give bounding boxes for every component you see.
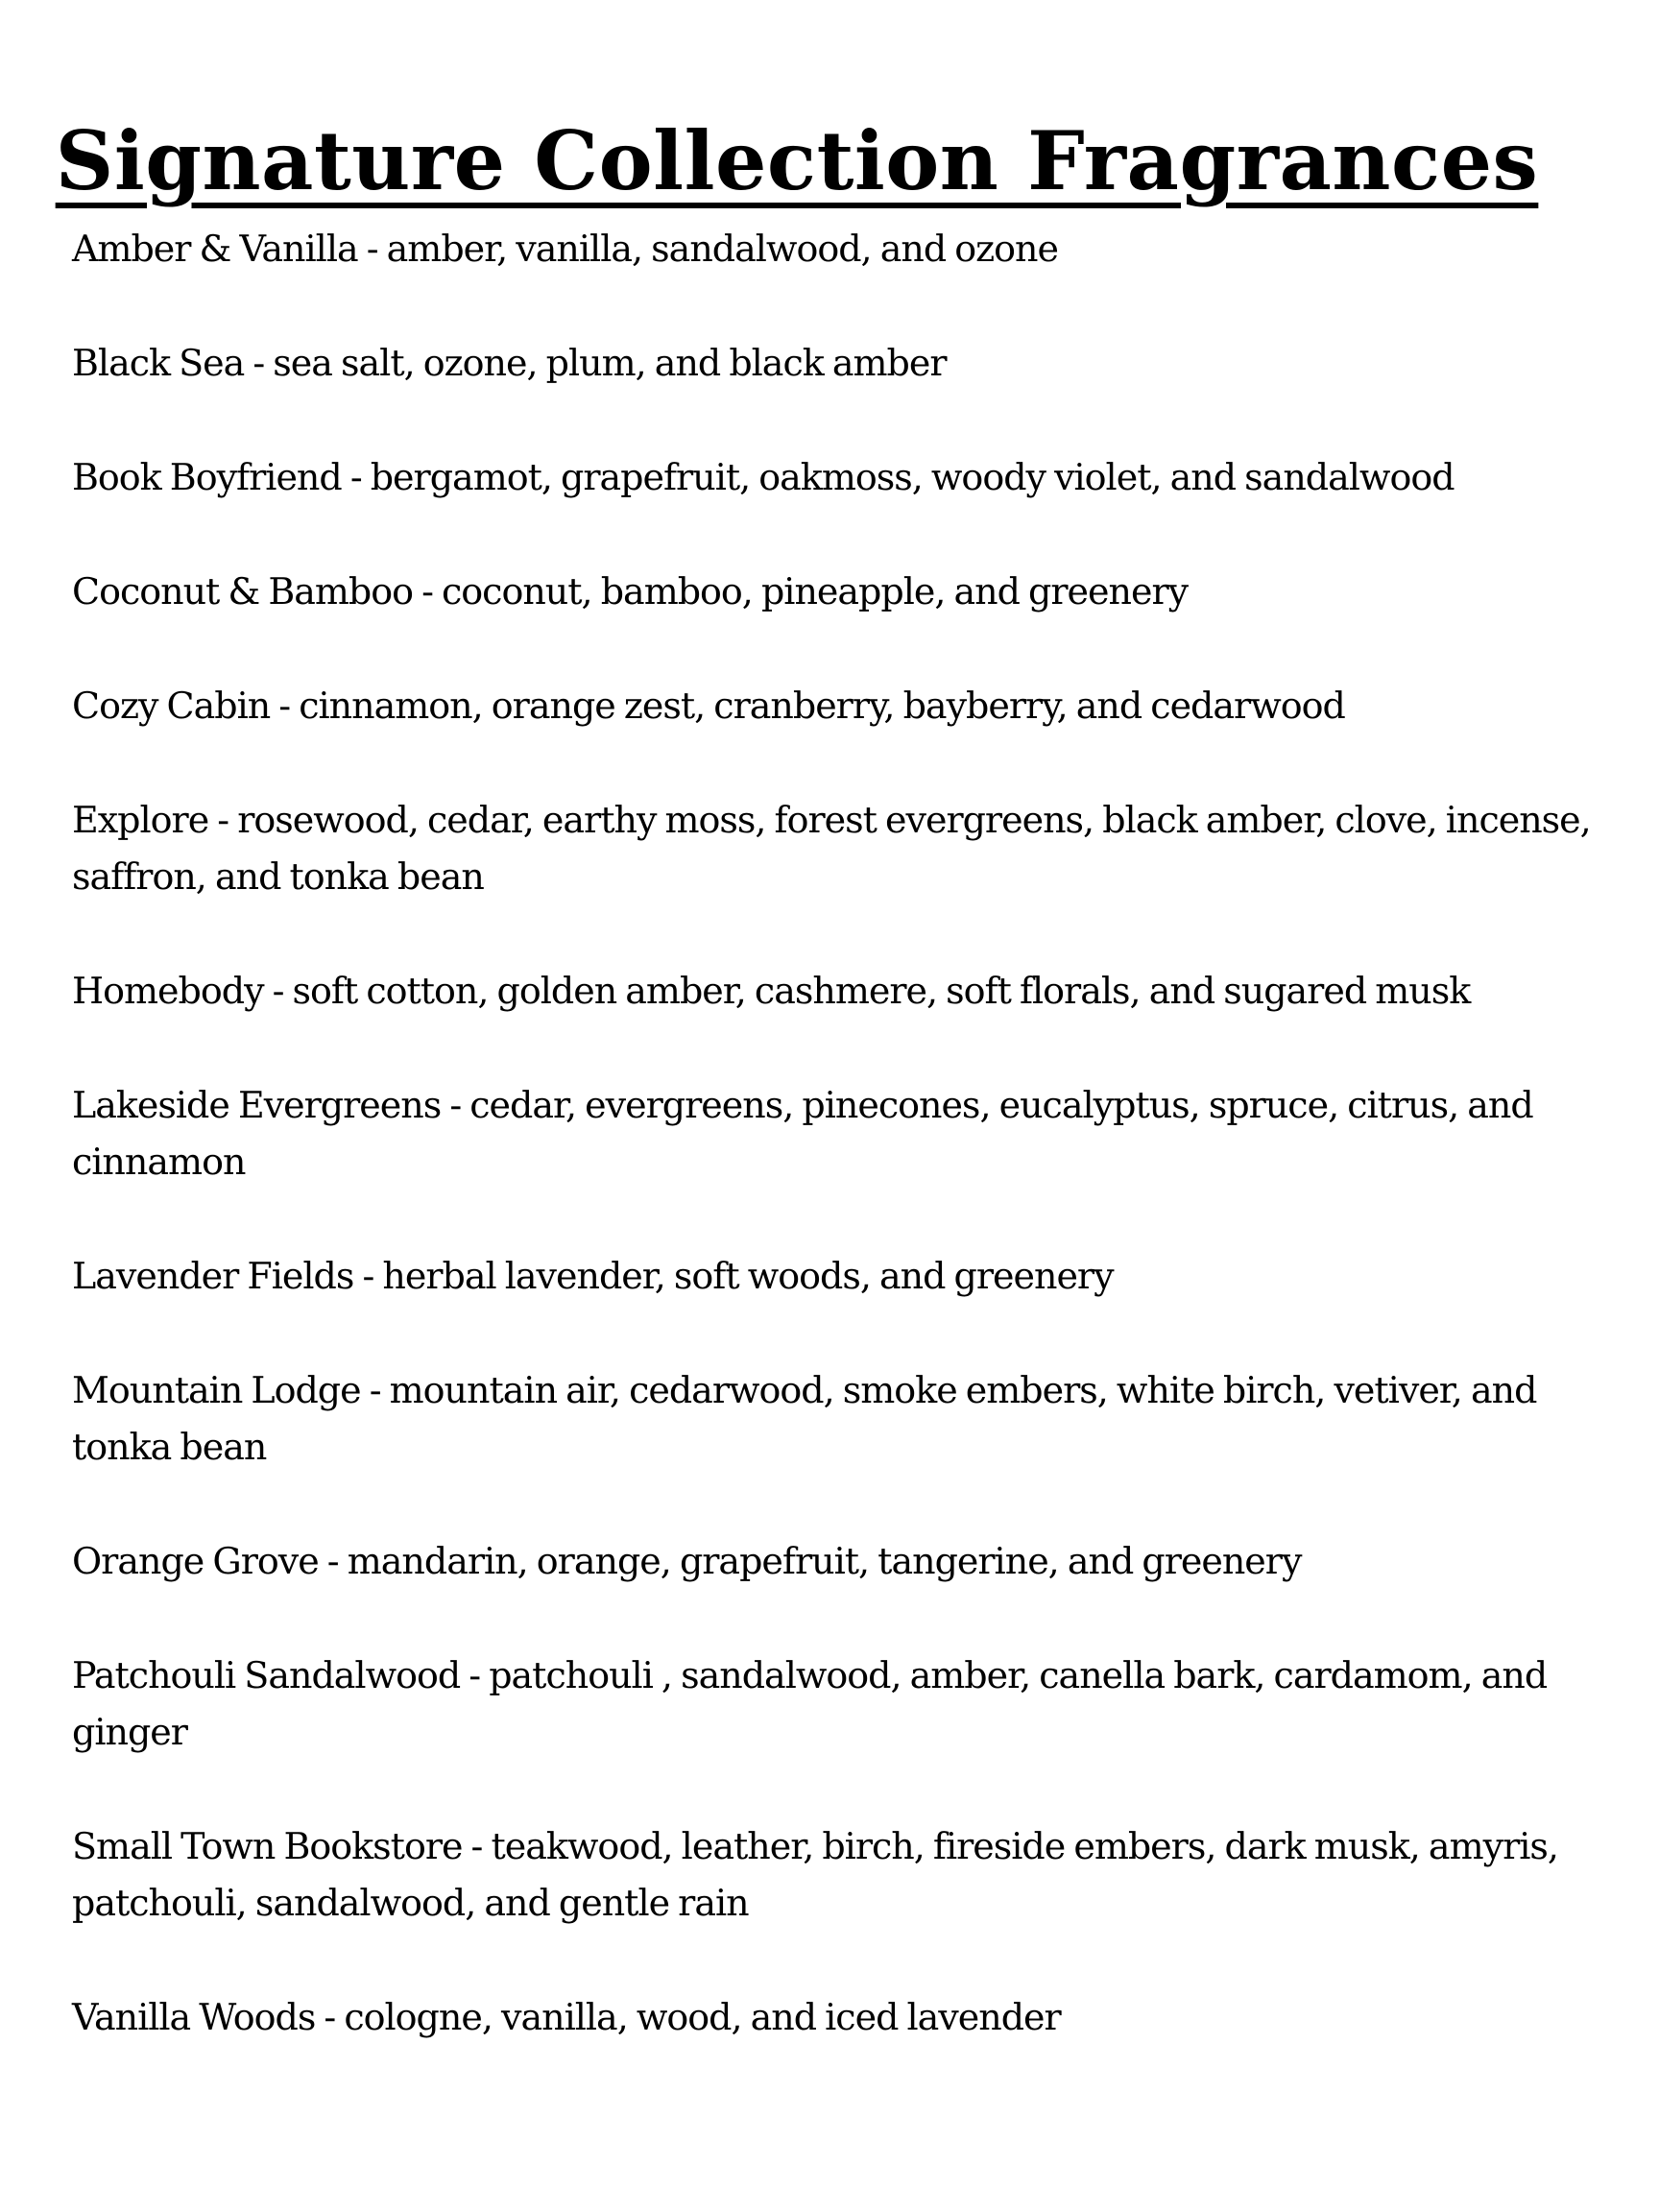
fragrance-notes: bergamot, grapefruit, oakmoss, woody violet, and sandalwood — [370, 456, 1455, 498]
fragrance-notes: coconut, bamboo, pineapple, and greenery — [442, 570, 1189, 613]
fragrance-name: Lakeside Evergreens — [72, 1084, 442, 1126]
fragrance-notes: cologne, vanilla, wood, and iced lavender — [344, 1996, 1061, 2038]
fragrance-item-mountain-lodge — [72, 1362, 1608, 1476]
fragrance-notes: sea salt, ozone, plum, and black amber — [273, 342, 947, 384]
fragrance-item-orange-grove — [72, 1533, 1608, 1590]
fragrance-separator: - — [357, 228, 387, 270]
fragrance-notes: amber, vanilla, sandalwood, and ozone — [386, 228, 1058, 270]
fragrance-item-amber-vanilla — [72, 221, 1608, 277]
fragrance-name: Homebody — [72, 970, 264, 1012]
fragrance-item-patchouli-sandalwood — [72, 1647, 1608, 1761]
fragrance-name: Explore — [72, 799, 209, 841]
fragrance-list — [72, 221, 1608, 2104]
page-title: Signature Collection Fragrances — [55, 113, 1539, 209]
fragrance-separator: - — [341, 456, 371, 498]
fragrance-separator: - — [270, 685, 300, 727]
fragrance-separator: - — [462, 1825, 492, 1867]
fragrance-name: Lavender Fields — [72, 1255, 354, 1297]
fragrance-name: Orange Grove — [72, 1540, 319, 1582]
fragrance-name: Vanilla Woods — [72, 1996, 316, 2038]
fragrance-separator: - — [263, 970, 293, 1012]
fragrance-item-small-town-bookstore — [72, 1818, 1608, 1932]
fragrance-notes: rosewood, cedar, earthy moss, forest evergreens, black amber, clove, incense, saffron, and tonka bean — [72, 799, 1591, 898]
fragrance-item-cozy-cabin — [72, 678, 1608, 734]
fragrance-item-black-sea — [72, 335, 1608, 392]
fragrance-name: Patchouli Sandalwood — [72, 1654, 461, 1696]
fragrance-separator: - — [244, 342, 274, 384]
fragrance-notes: mountain air, cedarwood, smoke embers, white birch, vetiver, and tonka bean — [72, 1369, 1537, 1468]
fragrance-notes: soft cotton, golden amber, cashmere, soft florals, and sugared musk — [292, 970, 1471, 1012]
fragrance-name: Black Sea — [72, 342, 245, 384]
fragrance-notes: teakwood, leather, birch, fireside embers, dark musk, amyris, patchouli, sandalwood, and gentle rain — [72, 1825, 1558, 1924]
fragrance-item-coconut-bamboo — [72, 564, 1608, 620]
fragrance-separator: - — [460, 1654, 490, 1696]
fragrance-item-explore — [72, 792, 1608, 905]
fragrance-name: Cozy Cabin — [72, 685, 271, 727]
fragrance-separator: - — [318, 1540, 348, 1582]
fragrance-notes: mandarin, orange, grapefruit, tangerine, and greenery — [347, 1540, 1302, 1582]
fragrance-name: Amber & Vanilla — [72, 228, 358, 270]
fragrance-separator: - — [413, 570, 443, 613]
fragrance-notes: herbal lavender, soft woods, and greenery — [382, 1255, 1114, 1297]
fragrance-item-lakeside-evergreens — [72, 1077, 1608, 1190]
fragrance-separator: - — [353, 1255, 383, 1297]
fragrance-item-homebody — [72, 963, 1608, 1020]
fragrance-separator: - — [315, 1996, 345, 2038]
fragrance-notes: cinnamon, orange zest, cranberry, bayberry, and cedarwood — [299, 685, 1345, 727]
fragrance-separator: - — [208, 799, 238, 841]
fragrance-name: Small Town Bookstore — [72, 1825, 463, 1867]
fragrance-separator: - — [441, 1084, 470, 1126]
fragrance-item-lavender-fields — [72, 1248, 1608, 1305]
fragrance-item-book-boyfriend — [72, 449, 1608, 506]
fragrance-notes: patchouli , sandalwood, amber, canella bark, cardamom, and ginger — [72, 1654, 1548, 1753]
fragrance-separator: - — [360, 1369, 390, 1411]
fragrance-notes: cedar, evergreens, pinecones, eucalyptus, spruce, citrus, and cinnamon — [72, 1084, 1533, 1183]
fragrance-name: Book Boyfriend — [72, 456, 342, 498]
fragrance-item-vanilla-woods — [72, 1989, 1608, 2046]
fragrance-name: Mountain Lodge — [72, 1369, 361, 1411]
fragrance-name: Coconut & Bamboo — [72, 570, 414, 613]
